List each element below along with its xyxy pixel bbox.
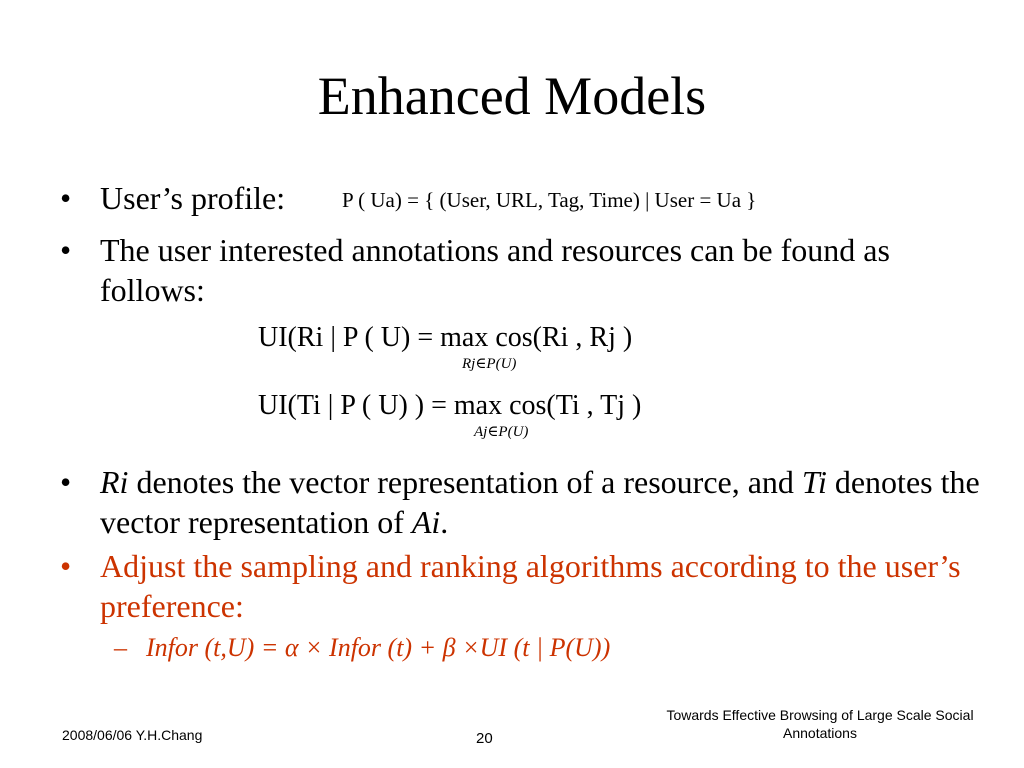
slide-title: Enhanced Models bbox=[317, 66, 707, 126]
ai-symbol: Ai bbox=[411, 504, 441, 540]
formula-main: UI(Ti | P ( U) ) = max cos(Ti , Tj ) bbox=[258, 390, 642, 421]
footer-date-author: 2008/06/06 Y.H.Chang bbox=[62, 727, 203, 743]
bullet-text bbox=[100, 462, 990, 542]
user-profile-formula: P ( Ua) = { (User, URL, Tag, Time) | User = Ua } bbox=[342, 188, 757, 212]
footer-page-number: 20 bbox=[476, 730, 493, 747]
bullet-marker: • bbox=[60, 548, 72, 584]
formula-main: UI(Ri | P ( U) = max cos(Ri , Rj ) bbox=[258, 322, 633, 353]
sub-bullet-marker: – bbox=[114, 633, 127, 662]
bullet-text: Adjust the sampling and ranking algorithms according to the user’s preference: bbox=[100, 548, 961, 624]
bullet-marker: • bbox=[60, 464, 72, 500]
text-part: denotes the vector representation of bbox=[100, 464, 980, 540]
bullet-marker: • bbox=[60, 232, 72, 268]
ti-symbol: Ti bbox=[801, 464, 827, 500]
formula-limit: Rj∈P(U) bbox=[462, 356, 517, 372]
bullet-text: User’s profile: bbox=[100, 180, 286, 216]
ri-symbol: Ri bbox=[100, 464, 129, 500]
text-part: denotes the vector representation of a resource, and bbox=[128, 464, 802, 500]
footer-title: Towards Effective Browsing of Large Scale Social Annotations bbox=[666, 707, 974, 741]
formula-limit: Aj∈P(U) bbox=[474, 424, 529, 440]
text-part: . bbox=[440, 504, 449, 540]
formula-resource bbox=[258, 322, 633, 372]
sub-bullet-formula: Infor (t,U) = α × Infor (t) + β ×UI (t | P(U)) bbox=[146, 633, 611, 662]
bullet-text: The user interested annotations and resources can be found as follows: bbox=[100, 232, 890, 308]
bullet-marker: • bbox=[60, 180, 72, 216]
formula-tag bbox=[258, 390, 642, 440]
